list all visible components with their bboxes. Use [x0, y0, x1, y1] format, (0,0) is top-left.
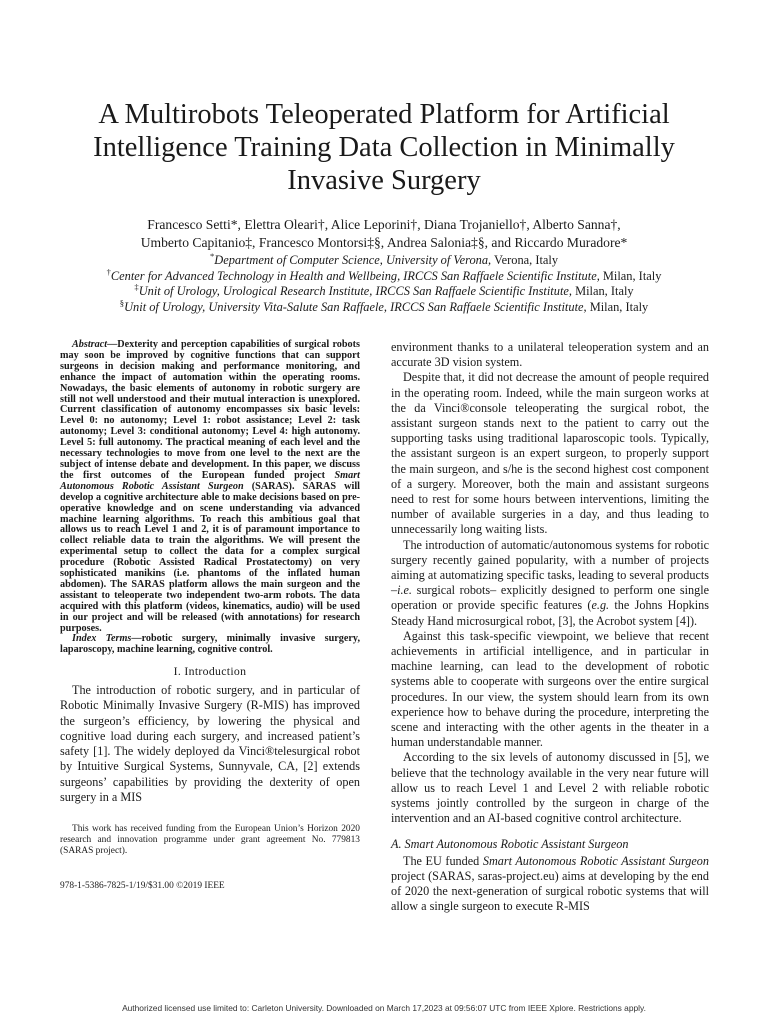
- affiliation-place: Milan, Italy: [571, 284, 634, 298]
- footnote-text: This work has received funding from the European Union’s Horizon 2020 research and innovation programme under grant agreement No. 779813 (SARAS project).: [60, 824, 360, 857]
- right-column: [391, 340, 709, 914]
- affiliation-4: [40, 297, 728, 316]
- p3-text-a: The introduction of automatic/autonomous systems for robotic surgery recently gained popularity, with a number of projects aiming at automatizing specific tasks, leading to several products –: [391, 537, 709, 598]
- paragraph-4: Against this task-specific viewpoint, we believe that recent achievements in artificial intelligence, and in particular in machine learning, can lead to the development of robotic systems able to cooperate with surgeons over the entire surgical procedures. In our view, the system should learn from its own experience how to behave during the procedure, interpreting the scene and interacting with the other agents in the theater in a human understandable manner.: [391, 628, 709, 750]
- p3-eg: e.g.: [591, 598, 610, 613]
- affiliation-place: Verona, Italy: [491, 253, 559, 267]
- abstract-text-1: —Dexterity and perception capabilities of surgical robots may soon be improved by cognitive functions that can support surgeons in decision making and performance monitoring, and enhance the impact of automation within the operating rooms. Nowadays, the basic elements of autonomy in robotic surgery are still not well understood and their mutual interaction is unexplored. Current classification of autonomy encompasses six basic levels: Level 0: no autonomy; Level 1: robot assistance; Level 2: task autonomy; Level 3: conditional autonomy; Level 4: high autonomy. Level 5: full autonomy. The practical meaning of each level and the necessary technologies to move from one level to the next are the subject of intense debate and development. In this paper, we discuss the first outcomes of the European funded project: [60, 339, 360, 481]
- affiliation-place: Milan, Italy: [586, 299, 649, 314]
- affiliation-text: Unit of Urology, University Vita-Salute San Raffaele, IRCCS San Raffaele Scientific Institute,: [124, 299, 587, 314]
- title-line-1: A Multirobots Teleoperated Platform for Artificial: [98, 99, 670, 130]
- paragraph-2: Despite that, it did not decrease the amount of people required in the operating room. Indeed, while the main surgeon works at the da Vinci®console teleoperating the surgical robot, the assistant surgeon stands next to the patient to carry out the supporting tasks using traditional laparoscopic tools. Typically, the assistant surgeon is an expert surgeon, to properly support the main surgeon, and s/he is the second highest cost component of a surgery. Moreover, both the main and assistant surgeons need to rest for some hours between interventions, limiting the number of available surgeries in a day, and thus leading to unnecessarily long waiting lists.: [391, 370, 709, 537]
- p3-ie: i.e.: [397, 583, 412, 598]
- affiliation-text: Center for Advanced Technology in Health and Wellbeing, IRCCS San Raffaele Scientific Institute,: [110, 268, 600, 283]
- authors-line-1: Francesco Setti*, Elettra Oleari†, Alice Leporini†, Diana Trojaniello†, Alberto Sanna†,: [147, 217, 621, 232]
- p3-text-c: the Johns Hopkins Steady Hand microsurgical robot, [3], the Acrobot system [4]).: [391, 598, 709, 628]
- abstract-heading: Abstract: [72, 339, 108, 350]
- affiliation-text: Unit of Urology, Urological Research Institute, IRCCS San Raffaele Scientific Institute,: [138, 284, 572, 298]
- p6-text-b: project (SARAS, saras-project.eu) aims at developing by the end of 2020 the next-generation of surgical robotic systems that will allow a single surgeon to execute R-MIS: [391, 868, 709, 914]
- p6-text-a: The EU funded: [403, 853, 483, 868]
- abstract: [60, 340, 360, 634]
- title-line-2: Intelligence Training Data Collection in Minimally: [93, 132, 675, 163]
- affiliation-place: Milan, Italy: [599, 268, 662, 283]
- title-line-3: Invasive Surgery: [287, 165, 481, 196]
- isbn-copyright: 978-1-5386-7825-1/19/$31.00 ©2019 IEEE: [60, 881, 225, 891]
- authors-line-2: Umberto Capitanio‡, Francesco Montorsi‡§, Andrea Salonia‡§, and Riccardo Muradore*: [140, 235, 628, 250]
- paragraph-1: environment thanks to a unilateral teleoperation system and an accurate 3D vision system.: [391, 340, 709, 370]
- affiliations: [40, 250, 728, 315]
- affiliation-1: [40, 250, 728, 269]
- paragraph-5: According to the six levels of autonomy discussed in [5], we believe that the technology available in the very near future will allow us to reach Level 1 and Level 2 with reliable robotic systems jointly controlled by the surgeon in charge of the intervention and an AI-based cognitive control architecture.: [391, 750, 709, 826]
- subsection-heading: A. Smart Autonomous Robotic Assistant Surgeon: [391, 836, 629, 851]
- affiliation-3: [40, 281, 728, 300]
- paragraph-6: [391, 854, 709, 915]
- affiliation-2: [40, 266, 728, 285]
- funding-footnote: [60, 824, 360, 858]
- affiliation-mark: †: [106, 266, 111, 277]
- author-list: [40, 216, 728, 252]
- affiliation-mark: ‡: [134, 281, 139, 292]
- p3-text-b: surgical robots– explicitly designed to perform one single operation or provide specific features (: [391, 583, 709, 613]
- license-notice: Authorized licensed use limited to: Carleton University. Downloaded on March 17,2023 at 09:56:07 UTC from IEEE Xplore. Restrictions apply.: [122, 1003, 646, 1013]
- left-column: [60, 340, 360, 805]
- affiliation-mark: *: [209, 250, 215, 261]
- paragraph-3: [391, 538, 709, 629]
- index-terms-heading: Index Terms: [72, 633, 132, 645]
- p6-project-name: Smart Autonomous Robotic Assistant Surgeon: [482, 853, 709, 868]
- affiliation-mark: §: [119, 297, 125, 308]
- index-terms-text: —robotic surgery, minimally invasive surgery, laparoscopy, machine learning, cognitive control.: [60, 633, 360, 656]
- section-heading-introduction: I. Introduction: [173, 664, 247, 679]
- paper-title: [40, 98, 728, 197]
- abstract-project-name: Smart Autonomous Robotic Assistant Surgeon: [60, 469, 360, 492]
- affiliation-text: Department of Computer Science, University of Verona,: [214, 253, 492, 267]
- index-terms: [60, 634, 360, 656]
- abstract-text-2: (SARAS). SARAS will develop a cognitive architecture able to make decisions based on pre-operative knowledge and on scene understanding via advanced machine learning algorithms. To reach this ambitious goal that allows us to reach Level 1 and 2, it is of paramount importance to collect reliable data to train the algorithms. We will present the experimental setup to collect the data for a complex surgical procedure (Robotic Assisted Radical Prostatectomy) on very sophisticated manikins (i.e. phantoms of the inflated human abdomen). The SARAS platform allows the main surgeon and the assistant to teleoperate two independent two-arm robots. The data acquired with this platform (videos, kinematics, audio) will be used in our project and will be released (with annotations) for research purposes.: [60, 480, 360, 634]
- intro-paragraph: The introduction of robotic surgery, and in particular of Robotic Minimally Invasive Surgery (R-MIS) has improved the surgeon’s efficiency, by lowering the physical and cognitive load during each surgery, and increased patient’s safety [1]. The widely deployed da Vinci®telesurgical robot by Intuitive Surgical Systems, Sunnyvale, CA, [2] extends surgeons’ capabilities by providing the dexterity of open surgery in a MIS: [60, 683, 360, 804]
